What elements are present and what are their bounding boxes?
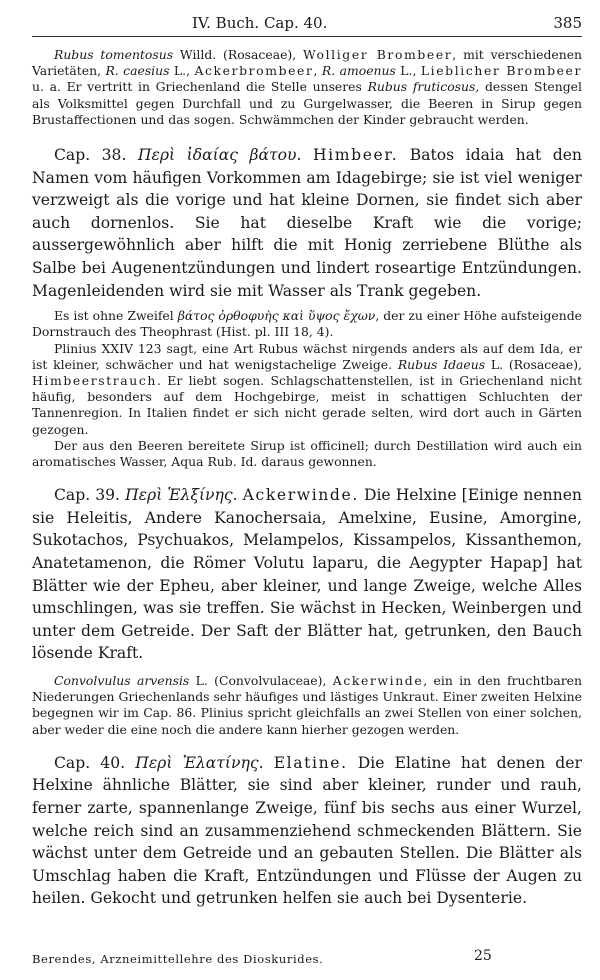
chapter-38-name: Himbeer. bbox=[312, 146, 399, 165]
chapter-40-name: Elatine. bbox=[273, 753, 348, 772]
chapter-40-greek-title: Περὶ Ἐλατίνης. bbox=[135, 753, 264, 772]
page-footer bbox=[32, 948, 582, 970]
signature-mark: 25 bbox=[474, 948, 492, 964]
note-39-convolvulus: Convolvulus arvensis L. (Convolvulaceae), Ackerwinde, ein in den fruchtbaren Niederungen Griechenlands sehr häufiges und lästiges Unkraut. Einer zweiten Helxine begegnen wir im Cap. 86. Plinius spricht gleichfalls an zwei Stellen von einer solchen, aber weder die eine noch die andere kann hierher gezogen werden. bbox=[32, 672, 582, 737]
chapter-39-name: Ackerwinde. bbox=[242, 486, 359, 505]
note-rubus-tomentosus: Rubus tomentosus Willd. (Rosaceae), Wolliger Brombeer, mit verschiedenen Varietäten, R. caesius L., Ackerbrombeer, R. amoenus L., Lieblicher Brombeer u. a. Er vertritt in Griechenland die Stelle unseres Rubus fruticosus, dessen Stengel als Volksmittel gegen Durchfall und zu Gurgelwasser, die Beeren in Sirup gegen Brustaffectionen und das sogen. Schwämmchen der Kinder gebraucht werden. bbox=[32, 47, 583, 127]
note-38-theophrast: Es ist ohne Zweifel βάτος ὀρθοφυὴς καὶ ὕψος ἔχων, der zu einer Höhe aufsteigende Dornstrauch des Theophrast (Hist. pl. III 18, 4). bbox=[32, 308, 582, 340]
chapter-38-greek-title: Περὶ ἰδαίας βάτου. bbox=[137, 146, 302, 165]
note-38-sirup: Der aus den Beeren bereitete Sirup ist officinell; durch Destillation wird auch ein aromatisches Wasser, Aqua Rub. Id. daraus gewonnen. bbox=[32, 437, 582, 469]
chapter-39-greek-title: Περὶ Ἑλξίνης. bbox=[125, 486, 238, 505]
running-header bbox=[32, 8, 582, 37]
page bbox=[32, 8, 582, 910]
footer-source: Berendes, Arzneimittellehre des Dioskurides. bbox=[32, 952, 324, 966]
chapter-39-text: Cap. 39. Περὶ Ἑλξίνης. Ackerwinde. Die Helxine [Einige nennen sie Heleitis, Andere Kanochersaia, Amelxine, Eusine, Amorgine, Sukotachos, Psychuakos, Melampelos, Kissampelos, Kissanthemon, Anatetamenon, die Römer Volutu laparu, die Aegypter Hapap] hat Blätter wie der Epheu, aber kleiner, und lange Zweige, welche Alles umschlingen, was sie treffen. Sie wächst in Hecken, Weinbergen und unter dem Getreide. Der Saft der Blätter hat, getrunken, den Bauch lösende Kraft. bbox=[32, 486, 582, 663]
header-chapter: IV. Buch. Cap. 40. bbox=[192, 14, 328, 32]
note-38-plinius: Plinius XXIV 123 sagt, eine Art Rubus wächst nirgends anders als auf dem Ida, er ist kleiner, schwächer und hat wenigstachelige Zweige. Rubus Idaeus L. (Rosaceae), Himbeerstrauch. Er liebt sogen. Schlagschattenstellen, ist in Griechenland nicht häufig, besonders auf dem Hochgebirge, meist in schattigen Schluchten der Tannenregion. In Italien findet er sich nicht gerade selten, wird dort auch in Gärten gezogen. bbox=[32, 340, 582, 437]
page-number: 385 bbox=[553, 14, 582, 32]
chapter-38-text: Cap. 38. Περὶ ἰδαίας βάτου. Himbeer. Batos idaia hat den Namen vom häufigen Vorkommen am Idagebirge; sie ist viel weniger verzweigt als die vorige und hat kleine Dornen, sie findet sich aber auch dornenlos. Sie hat dieselbe Kraft wie die vorige; aussergewöhnlich aber hilft die mit Honig zerriebene Blüthe als Salbe bei Augenentzündungen und lindert roseartige Entzündungen. Magenleidenden wird sie mit Wasser als Trank gegeben. bbox=[32, 146, 582, 300]
chapter-40-text: Cap. 40. Περὶ Ἐλατίνης. Elatine. Die Elatine hat denen der Helxine ähnliche Blätter, sie sind aber kleiner, runder und rauh, ferner zarte, spannenlange Zweige, fünf bis sechs aus einer Wurzel, welche reich sind an zusammenziehend schmeckenden Blättern. Sie wächst unter dem Getreide und an gebauten Stellen. Die Blätter als Umschlag haben die Kraft, Entzündungen und Flüsse der Augen zu heilen. Gekocht und getrunken helfen sie auch bei Dysenterie. bbox=[32, 753, 582, 908]
